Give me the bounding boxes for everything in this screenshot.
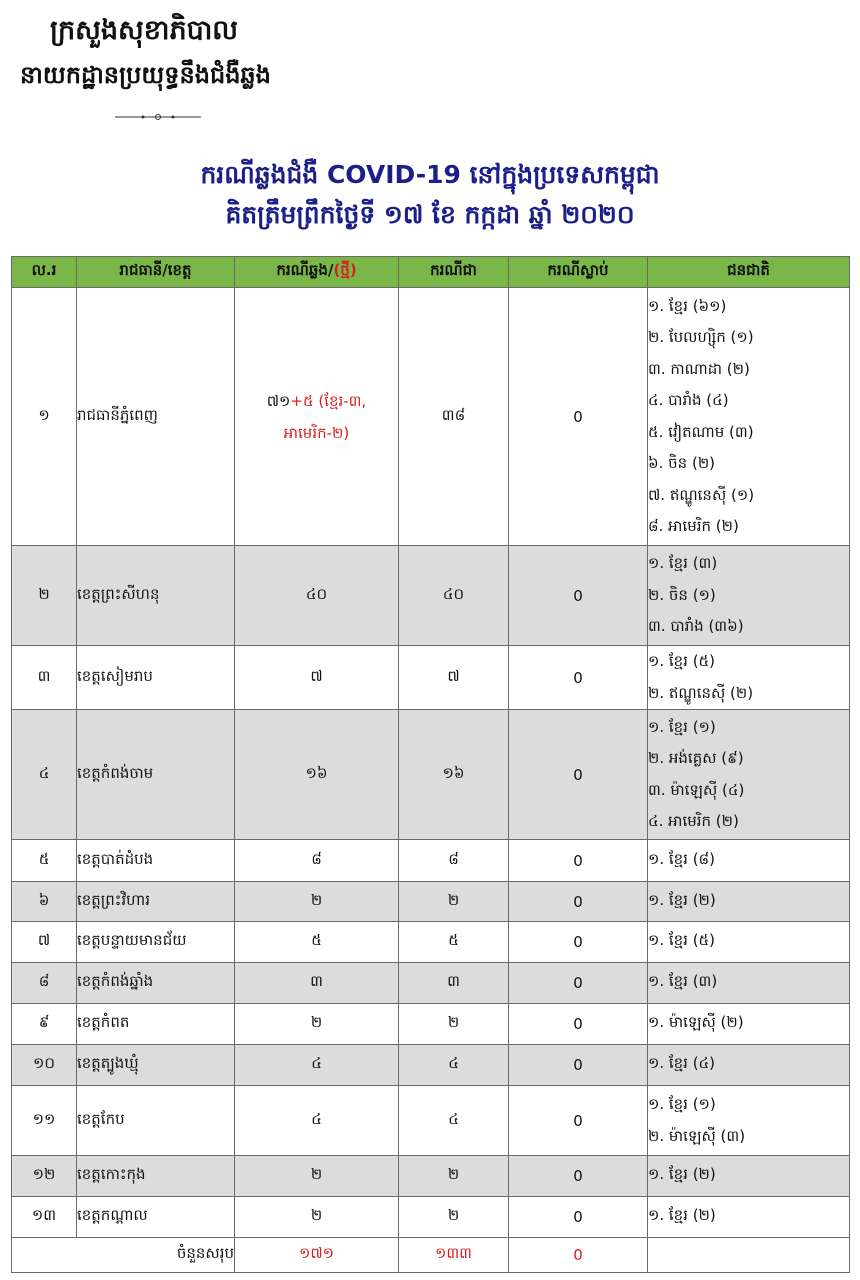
total-row <box>12 1238 850 1273</box>
row-deaths: 0 <box>509 840 648 882</box>
table-row <box>12 963 850 1004</box>
row-confirmed: ៥ <box>235 922 399 963</box>
row-no: ១៣ <box>12 1197 77 1238</box>
row-deaths: 0 <box>509 882 648 922</box>
row-no: ១ <box>12 288 77 546</box>
row-recovered: ២ <box>399 1197 509 1238</box>
row-recovered: ៣៨ <box>399 288 509 546</box>
header-province: រាជធានី/ខេត្ត <box>77 257 235 288</box>
row-nationality: ១. ខ្មែរ (១) ២. ម៉ាឡេស៊ី (៣) <box>648 1086 850 1156</box>
row-confirmed: ៣ <box>235 963 399 1004</box>
row-no: ៤ <box>12 710 77 840</box>
row-confirmed: ២ <box>235 1004 399 1045</box>
row-province: ខេត្តត្បូងឃ្មុំ <box>77 1045 235 1086</box>
table-row <box>12 922 850 963</box>
row-nationality: ១. ខ្មែរ (៥) ២. ឥណ្ឌូនេស៊ី (២) <box>648 646 850 710</box>
row-province: ខេត្តសៀមរាប <box>77 646 235 710</box>
row-province: ខេត្តកោះកុង <box>77 1156 235 1197</box>
row-nationality: ១. ខ្មែរ (២) <box>648 1156 850 1197</box>
row-no: ៦ <box>12 882 77 922</box>
header-no: ល.រ <box>12 257 77 288</box>
row-province: ខេត្តព្រះវិហារ <box>77 882 235 922</box>
row-confirmed: ៧ <box>235 646 399 710</box>
department-name: នាយកដ្ឋានប្រយុទ្ធនឹងជំងឺឆ្លង <box>20 60 271 89</box>
row-province: ខេត្តកែប <box>77 1086 235 1156</box>
total-deaths: 0 <box>509 1238 648 1273</box>
row-deaths: 0 <box>509 1086 648 1156</box>
row-recovered: ៧ <box>399 646 509 710</box>
row-confirmed: ១៦ <box>235 710 399 840</box>
row-confirmed: ២ <box>235 1156 399 1197</box>
row-province: ខេត្តបន្ទាយមានជ័យ <box>77 922 235 963</box>
total-label: ចំនួនសរុប <box>12 1238 235 1273</box>
row-recovered: ២ <box>399 882 509 922</box>
row-no: ១២ <box>12 1156 77 1197</box>
table-row <box>12 1156 850 1197</box>
row-nationality: ១. ខ្មែរ (៣) ២. ចិន (១) ៣. បារាំង (៣៦) <box>648 546 850 646</box>
row-deaths: 0 <box>509 963 648 1004</box>
table-row <box>12 646 850 710</box>
row-no: ៩ <box>12 1004 77 1045</box>
report-date: គិតត្រឹមព្រឹកថ្ងៃទី ១៧ ខែ កក្កដា ឆ្នាំ ២០២០ <box>225 200 635 229</box>
ornament-divider <box>113 112 203 122</box>
table-row <box>12 1197 850 1238</box>
row-recovered: ២ <box>399 1004 509 1045</box>
table-row <box>12 1004 850 1045</box>
row-confirmed: ៤ <box>235 1045 399 1086</box>
row-recovered: ៥ <box>399 922 509 963</box>
row-nationality: ១. ខ្មែរ (៥) <box>648 922 850 963</box>
covid-cases-table <box>11 256 850 1273</box>
row-province: ខេត្តបាត់ដំបង <box>77 840 235 882</box>
table-row <box>12 882 850 922</box>
total-nationality-empty <box>648 1238 850 1273</box>
row-province: រាជធានីភ្នំពេញ <box>77 288 235 546</box>
row-recovered: ១៦ <box>399 710 509 840</box>
row-no: ១១ <box>12 1086 77 1156</box>
header-confirmed: ករណីឆ្លង/(ថ្មី) <box>235 257 399 288</box>
row-deaths: 0 <box>509 922 648 963</box>
row-province: ខេត្តកំពង់ឆ្នាំង <box>77 963 235 1004</box>
row-no: ៨ <box>12 963 77 1004</box>
row-confirmed: ២ <box>235 1197 399 1238</box>
row-province: ខេត្តកំពត <box>77 1004 235 1045</box>
table-row <box>12 546 850 646</box>
row-no: ៥ <box>12 840 77 882</box>
row-nationality: ១. ខ្មែរ (២) <box>648 1197 850 1238</box>
row-province: ខេត្តកំពង់ចាម <box>77 710 235 840</box>
row-confirmed: ៤០ <box>235 546 399 646</box>
row-deaths: 0 <box>509 288 648 546</box>
row-confirmed: ៧១+៥ (ខ្មែរ-៣, អាមេរិក-២) <box>235 288 399 546</box>
row-recovered: ៨ <box>399 840 509 882</box>
row-nationality: ១. ខ្មែរ (៨) <box>648 840 850 882</box>
total-confirmed: ១៧១ <box>235 1238 399 1273</box>
table-row <box>12 840 850 882</box>
row-recovered: ៤០ <box>399 546 509 646</box>
row-recovered: ២ <box>399 1156 509 1197</box>
row-no: ៧ <box>12 922 77 963</box>
row-no: ២ <box>12 546 77 646</box>
row-confirmed: ២ <box>235 882 399 922</box>
row-deaths: 0 <box>509 1004 648 1045</box>
row-confirmed: ៨ <box>235 840 399 882</box>
row-deaths: 0 <box>509 1156 648 1197</box>
row-deaths: 0 <box>509 710 648 840</box>
row-nationality: ១. ខ្មែរ (១) ២. អង់គ្លេស (៩) ៣. ម៉ាឡេស៊ី (៤) ៤. អាមេរិក (២) <box>648 710 850 840</box>
table-row <box>12 288 850 546</box>
row-nationality: ១. ម៉ាឡេស៊ី (២) <box>648 1004 850 1045</box>
table-row <box>12 1045 850 1086</box>
row-nationality: ១. ខ្មែរ (២) <box>648 882 850 922</box>
row-deaths: 0 <box>509 646 648 710</box>
row-nationality: ១. ខ្មែរ (៣) <box>648 963 850 1004</box>
header-deaths: ករណីស្លាប់ <box>509 257 648 288</box>
row-confirmed: ៤ <box>235 1086 399 1156</box>
row-nationality: ១. ខ្មែរ (៦១) ២. បែលហ្ស៊ិក (១) ៣. កាណាដា (២) ៤. បារាំង (៤) ៥. វៀតណាម (៣) ៦. ចិន (២) ៧. ឥណ្ឌូនេស៊ី (១) ៨. អាមេរិក (២) <box>648 288 850 546</box>
ministry-name: ក្រសួងសុខាភិបាល <box>50 15 238 46</box>
row-recovered: ៣ <box>399 963 509 1004</box>
table-header-row <box>12 257 850 288</box>
table-row <box>12 1086 850 1156</box>
header-nationality: ជនជាតិ <box>648 257 850 288</box>
table-row <box>12 710 850 840</box>
row-deaths: 0 <box>509 546 648 646</box>
row-province: ខេត្តព្រះសីហនុ <box>77 546 235 646</box>
row-nationality: ១. ខ្មែរ (៤) <box>648 1045 850 1086</box>
report-title: ករណីឆ្លងជំងឺ COVID-19 នៅក្នុងប្រទេសកម្ពុជា <box>200 160 660 189</box>
row-no: ៣ <box>12 646 77 710</box>
row-deaths: 0 <box>509 1197 648 1238</box>
row-no: ១០ <box>12 1045 77 1086</box>
total-recovered: ១៣៣ <box>399 1238 509 1273</box>
row-deaths: 0 <box>509 1045 648 1086</box>
row-recovered: ៤ <box>399 1086 509 1156</box>
row-recovered: ៤ <box>399 1045 509 1086</box>
row-province: ខេត្តកណ្ដាល <box>77 1197 235 1238</box>
header-recovered: ករណីជា <box>399 257 509 288</box>
